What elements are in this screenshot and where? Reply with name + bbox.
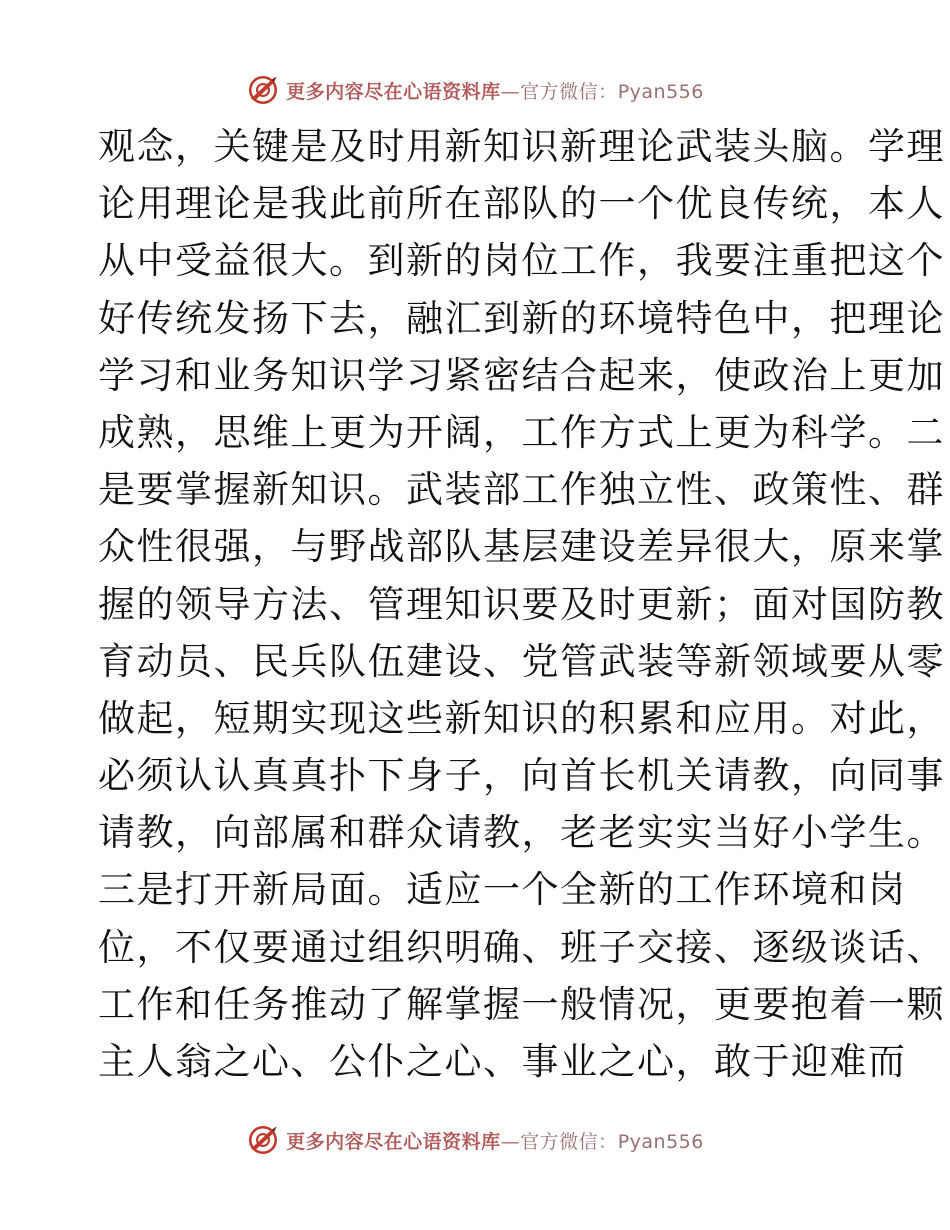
- banner-text: [286, 1127, 704, 1154]
- text-line: 观念，关键是及时用新知识新理论武装头脑。学理: [98, 125, 945, 168]
- text-line: 成熟，思维上更为开阔，工作方式上更为科学。二: [98, 410, 945, 454]
- text-line: 众性很强，与野战部队基层建设差异很大，原来掌: [98, 525, 945, 569]
- text-line: 育动员、民兵队伍建设、党管武装等新领域要从零: [98, 639, 945, 683]
- text-line: 学习和业务知识学习紧密结合起来，使政治上更加: [98, 353, 945, 397]
- banner-wechat-id: Pyan556: [617, 80, 704, 103]
- text-line: 主人翁之心、公仆之心、事业之心，敢于迎难而: [98, 1040, 907, 1083]
- text-line: 好传统发扬下去，融汇到新的环境特色中，把理论: [98, 296, 945, 340]
- text-line: 是要掌握新知识。武装部工作独立性、政策性、群: [98, 468, 945, 512]
- text-line: 握的领导方法、管理知识要及时更新；面对国防教: [98, 582, 945, 626]
- banner-wechat-label: 官方微信：: [520, 1130, 618, 1153]
- banner-separator: —: [500, 80, 521, 103]
- banner-separator: —: [500, 1130, 521, 1153]
- banner-brand: 更多内容尽在心语资料库: [286, 80, 501, 103]
- footer-banner: [0, 1120, 950, 1160]
- text-line: 三是打开新局面。适应一个全新的工作环境和岗: [98, 868, 907, 912]
- text-line: 必须认认真真扑下身子，向首长机关请教，向同事: [98, 754, 945, 798]
- text-line: 请教，向部属和群众请教，老老实实当好小学生。: [98, 811, 945, 855]
- text-line: 论用理论是我此前所在部队的一个优良传统，本人: [98, 182, 945, 226]
- document-body: [98, 118, 945, 1090]
- brand-logo-icon: [246, 73, 280, 107]
- banner-wechat-label: 官方微信：: [520, 80, 618, 103]
- text-line: 位，不仅要通过组织明确、班子交接、逐级谈话、: [98, 925, 945, 969]
- text-line: 从中受益很大。到新的岗位工作，我要注重把这个: [98, 239, 945, 283]
- banner-text: [286, 77, 704, 104]
- banner-brand: 更多内容尽在心语资料库: [286, 1130, 501, 1153]
- text-line: 做起，短期实现这些新知识的积累和应用。对此，: [98, 696, 945, 740]
- header-banner: [0, 70, 950, 110]
- brand-logo-icon: [246, 1123, 280, 1157]
- text-line: 工作和任务推动了解掌握一般情况，更要抱着一颗: [98, 982, 945, 1026]
- banner-wechat-id: Pyan556: [617, 1130, 704, 1153]
